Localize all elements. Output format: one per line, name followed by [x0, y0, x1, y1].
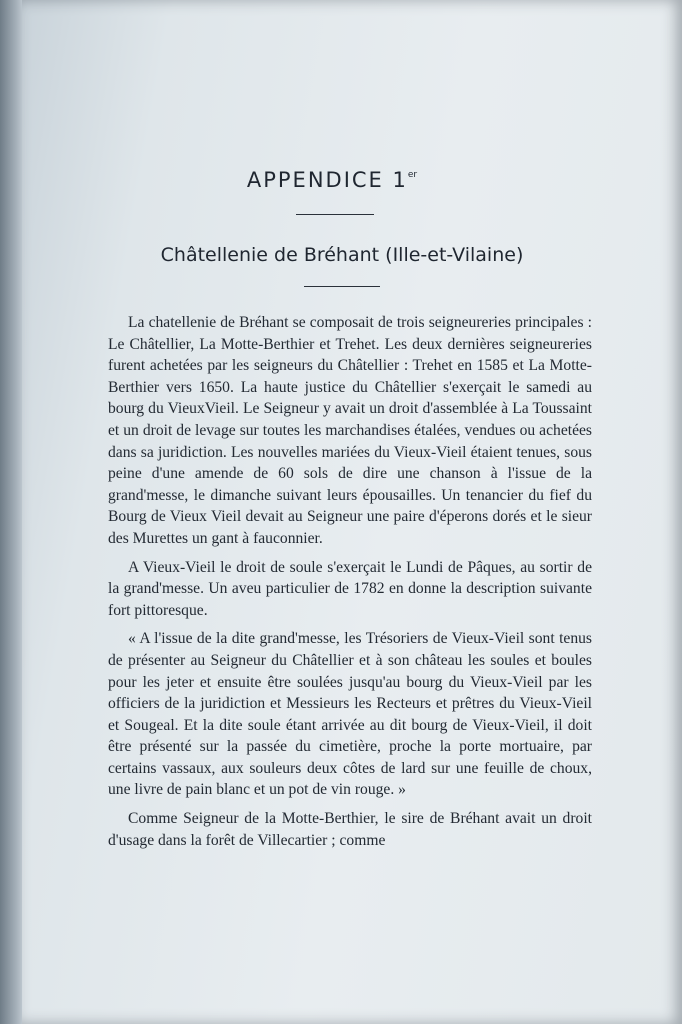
- book-spine-edge: [0, 0, 24, 1024]
- subtitle-divider: [304, 286, 380, 287]
- title-divider: [296, 214, 374, 215]
- book-page: [22, 0, 682, 1024]
- title-text: APPENDICE 1: [246, 168, 408, 192]
- paragraph: « A l'issue de la dite grand'messe, les Trésoriers de Vieux-Vieil sont tenus de présenter au Seigneur du Châtellier et à son château les soules et boules pour les jeter et ensuite être soulées jusqu'au bourg du Vieux-Vieil par les officiers de la juridiction et Messieurs les Recteurs et prêtres du Vieux-Vieil et Sougeal. Et la dite soule étant arrivée au dit bourg de Vieux-Vieil, il doit être présenté sur la passée du cimetière, proche la porte mortuaire, par certains vassaux, aux souleurs deux côtes de lard sur une feuille de choux, une livre de pain blanc et un pot de vin rouge. »: [108, 630, 592, 799]
- body-text: [108, 312, 592, 851]
- title-superscript: er: [407, 170, 418, 180]
- page-subtitle: Châtellenie de Bréhant (Ille-et-Vilaine): [160, 244, 524, 266]
- page-title: [22, 168, 642, 192]
- paragraph: La chatellenie de Bréhant se composait de trois seigneureries principales : Le Châtellier, La Motte-Berthier et Trehet. Les deux dernières seigneureries furent achetées par les seigneurs du Châtellier : Trehet en 1585 et La Motte-Berthier vers 1650. La haute justice du Châtellier s'exerçait le samedi au bourg du VieuxVieil. Le Seigneur y avait un droit d'assemblée à La Toussaint et un droit de levage sur toutes les marchandises étalées, vendues ou achetées dans sa juridiction. Les nouvelles mariées du Vieux-Vieil étaient tenues, sous peine d'une amende de 60 sols de dire une chanson à l'issue de la grand'messe, le dimanche suivant leurs épousailles. Un tenancier du fief du Bourg de Vieux Vieil devait au Seigneur une paire d'éperons dorés et le sieur des Murettes un gant à fauconnier.: [108, 314, 592, 547]
- paragraph: Comme Seigneur de la Motte-Berthier, le sire de Bréhant avait un droit d'usage dans la forêt de Villecartier ; comme: [108, 810, 592, 849]
- paragraph: A Vieux-Vieil le droit de soule s'exerçait le Lundi de Pâques, au sortir de la grand'messe. Un aveu particulier de 1782 en donne la description suivante fort pittoresque.: [108, 558, 592, 619]
